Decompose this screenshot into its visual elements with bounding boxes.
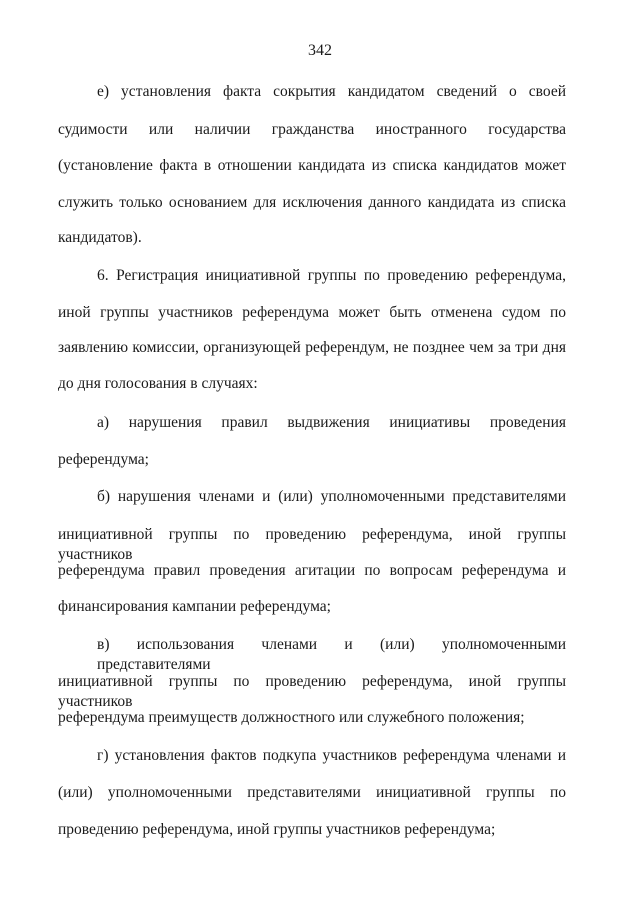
text-line: а) нарушения правил выдвижения инициативы проведения — [97, 414, 566, 431]
text-line: инициативной группы по проведению референдума, иной группы участников — [58, 526, 566, 563]
text-line: референдума преимуществ должностного или служебного положения; — [58, 709, 525, 726]
text-line: судимости или наличии гражданства иностранного государства — [58, 121, 566, 138]
text-line: (или) уполномоченными представителями инициативной группы по — [58, 784, 566, 801]
text-line: е) установления факта сокрытия кандидатом сведений о своей — [97, 83, 566, 100]
text-line: проведению референдума, иной группы участников референдума; — [58, 821, 496, 838]
text-line: референдума; — [58, 451, 149, 468]
text-line: кандидатов). — [58, 229, 142, 246]
text-line: б) нарушения членами и (или) уполномоченными представителями — [97, 488, 566, 505]
text-line: референдума правил проведения агитации по вопросам референдума и — [58, 562, 566, 579]
text-line: до дня голосования в случаях: — [58, 375, 258, 392]
text-line: иной группы участников референдума может быть отменена судом по — [58, 304, 566, 321]
text-line: г) установления фактов подкупа участников референдума членами и — [97, 747, 566, 764]
text-line: в) использования членами и (или) уполномоченными представителями — [97, 636, 566, 673]
text-line: 6. Регистрация инициативной группы по проведению референдума, — [97, 267, 566, 284]
text-line: финансирования кампании референдума; — [58, 598, 331, 615]
text-line: служить только основанием для исключения данного кандидата из списка — [58, 194, 566, 211]
text-line: (установление факта в отношении кандидата из списка кандидатов может — [58, 157, 566, 174]
text-line: заявлению комиссии, организующей референдум, не позднее чем за три дня — [58, 339, 566, 356]
text-line: инициативной группы по проведению референдума, иной группы участников — [58, 673, 566, 710]
page-number: 342 — [308, 42, 332, 59]
